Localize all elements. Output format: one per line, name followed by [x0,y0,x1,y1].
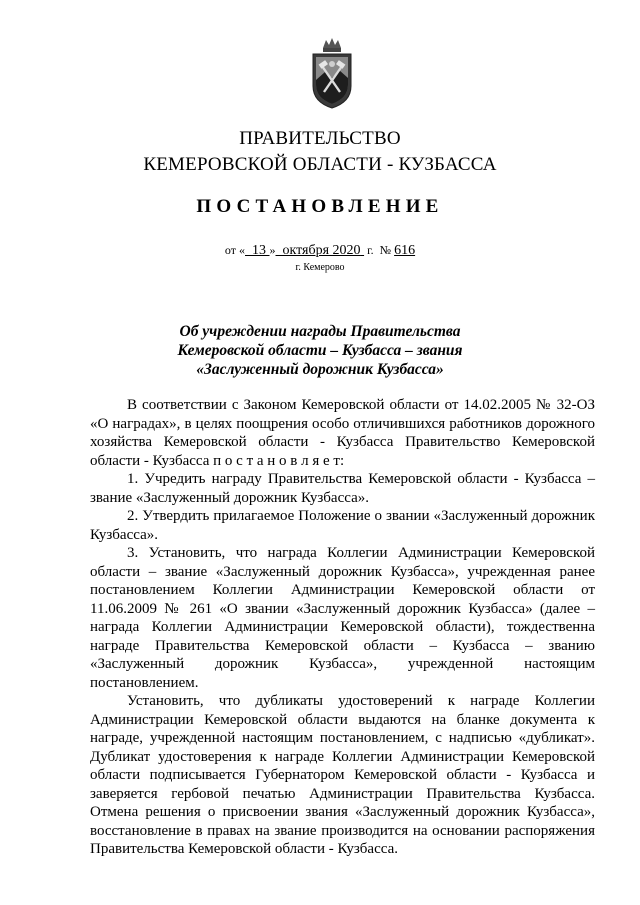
number-sign: № [379,243,392,257]
item-3-paragraph: 3. Установить, что награда Коллегии Администрации Кемеровской области – звание «Заслуженный дорожник Кузбасса», учрежденная ранее постановлением Коллегии Администрации Кемеровской области от 11.06.2009 № 261 «О звании «Заслуженный дорожник Кузбасса» (далее – награда Коллегии Администрации Кемеровской области), тождественна награде Правительства Кемеровской области – Кузбасса – званию «Заслуженный дорожник Кузбасса», учрежденной настоящим постановлением. [90,545,595,691]
kemerovo-coat-of-arms-icon [309,36,355,110]
title-line1: Об учреждении награды Правительства [179,323,461,340]
document-city: г. Кемерово [295,262,345,273]
duplicate-paragraph: Установить, что дубликаты удостоверений к награде Коллегии Администрации Кемеровской области выдаются на бланке документа к награде, учрежденной настоящим постановлением, с надписью «дубликат». Дубликат удостоверения к награде Коллегии Администрации Кемеровской области подписывается Губернатором Кемеровской области - Кузбасса и заверяется гербовой печатью Администрации Правительства Кузбасса. Отмена решения о присвоении звания «Заслуженный дорожник Кузбасса», восстановление в правах на звание производится на основании распоряжения Правительства Кемеровской области - Кузбасса. [90,693,595,857]
document-type-heading: ПОСТАНОВЛЕНИЕ [196,196,444,217]
title-line2: Кемеровской области – Кузбасса – звания [177,342,463,359]
document-body [90,396,595,859]
document-title [0,322,640,379]
document-number: 616 [394,243,416,258]
government-name-line2: КЕМЕРОВСКОЙ ОБЛАСТИ - КУЗБАССА [143,154,497,175]
date-sep: » [269,243,276,257]
government-name-line1: ПРАВИТЕЛЬСТВО [239,128,401,149]
date-prefix: от « [224,243,245,257]
title-line3: «Заслуженный дорожник Кузбасса» [196,361,444,378]
item-2-paragraph: 2. Утвердить прилагаемое Положение о звании «Заслуженный дорожник Кузбасса». [90,508,595,543]
date-suffix: г. [367,243,374,257]
preamble-paragraph: В соответствии с Законом Кемеровской области от 14.02.2005 № 32-ОЗ «О наградах», в целях поощрения особо отличившихся работников дорожного хозяйства Кемеровской области - Кузбасса Правительство Кемеровской области - Кузбасса п о с т а н о в л я е т: [90,397,595,469]
document-date-line [0,243,640,259]
date-day: 13 [252,243,266,258]
date-month-year: октября 2020 [282,243,361,258]
item-1-paragraph: 1. Учредить награду Правительства Кемеровской области - Кузбасса – звание «Заслуженный дорожник Кузбасса». [90,471,595,506]
